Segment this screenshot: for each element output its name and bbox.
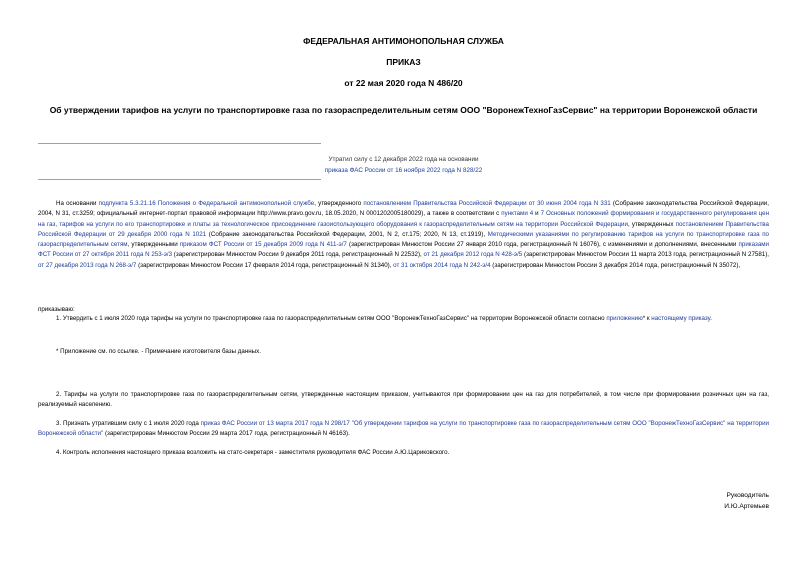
item-3-text: 3. Признать утратившим силу с 1 июля 2020 года <box>56 420 201 427</box>
expired-notice-link[interactable]: приказа ФАС России от 16 ноября 2022 года N 828/22 <box>324 167 483 174</box>
basis-text: (Собрание законодательства Российской Федерации, 2001, N 2, ст.175; 2020, N 13, ст.1919), <box>206 230 488 238</box>
basis-text: (зарегистрирован Минюстом России 27 января 2010 года, регистрационный N 16076), с изменениями и дополнениями, внесенными <box>346 241 739 249</box>
link-order-242[interactable]: от 31 октября 2014 года N 242-э/4 <box>393 261 491 269</box>
basis-text: и <box>533 210 541 218</box>
link-fst-order-253[interactable]: приказами ФСТ России от 27 октября 2011 года N 253-э/3 <box>38 241 769 259</box>
link-government-decree-1021[interactable]: постановлением Правительства Российской Федерации от 29 декабря 2000 года N 1021 <box>38 220 769 238</box>
link-fas-order-298[interactable]: приказ ФАС России от 13 марта 2017 года N 298/17 "Об утверждении тарифов на услуги по транспортировке газа по газораспределительным сетям ООО "ВоронежТехноГазСервис" на территории Воронежской области" <box>38 420 769 438</box>
link-subclause-5-3-21-16[interactable]: подпункта 5.3.21.16 Положения о Федеральной антимонопольной службе <box>98 200 315 207</box>
item-3-text: (зарегистрирован Минюстом России 29 марта 2017 года, регистрационный N 46163). <box>103 430 350 438</box>
basis-text: (зарегистрирован Минюстом России 11 марта 2013 года, регистрационный N 27581), <box>522 251 770 259</box>
item-1-text: 1. Утвердить с 1 июля 2020 года тарифы на услуги по транспортировке газа по газораспределительным сетям ООО "ВоронежТехноГазСервис" на территории Воронежской области согласно <box>56 315 607 322</box>
link-appendix[interactable]: приложению <box>606 315 643 322</box>
basis-text: , утвержденных <box>627 220 676 228</box>
item-4: 4. Контроль исполнения настоящего приказа возложить на статс-секретаря - заместителя руководителя ФАС России А.Ю.Цариковского. <box>56 449 450 456</box>
basis-text: (Собрание законодательства Российской Федерации, 2004, N 31, ст.3259; официальный интернет-портал правовой информации http://www.pravo.gov.ru, 18.05.2020, N 0001202005180029), а также в соответствии с <box>38 200 769 218</box>
expired-notice-text: Утратил силу с 12 декабря 2022 года на основании <box>328 156 479 163</box>
divider-top <box>38 143 321 144</box>
link-order-268[interactable]: от 27 декабря 2013 года N 268-э/7 <box>38 261 137 269</box>
basis-text: На основании <box>56 200 99 207</box>
link-clause-7-basic-provisions[interactable]: 7 Основных положений формирования и государственного регулирования цен на газ, тарифов на услуги по его транспортировке и платы за технологическое присоединение газоиспользующего оборудования к газораспределительным сетям на территории Российской Федерации <box>38 210 769 228</box>
signature-block <box>724 490 769 512</box>
link-government-decree-331[interactable]: постановлением Правительства Российской Федерации от 30 июня 2004 года N 331 <box>363 200 611 207</box>
agency-name: ФЕДЕРАЛЬНАЯ АНТИМОНОПОЛЬНАЯ СЛУЖБА <box>303 36 504 46</box>
document-date: от 22 мая 2020 года N 486/20 <box>344 78 463 88</box>
basis-text: (зарегистрирован Минюстом России 9 декабря 2011 года, регистрационный N 22532), <box>172 251 424 259</box>
basis-text: , утвержденными <box>127 241 180 249</box>
basis-text: , утвержденного <box>314 200 364 207</box>
basis-text: (зарегистрирован Минюстом России 3 декабря 2014 года, регистрационный N 35072), <box>490 261 741 269</box>
signature-role: Руководитель <box>726 492 769 499</box>
document-type: ПРИКАЗ <box>386 57 421 67</box>
link-this-order[interactable]: настоящему приказу <box>651 315 711 322</box>
document-title: Об утверждении тарифов на услуги по транспортировке газа по газораспределительным сетям ООО "ВоронежТехноГазСервис" на территории Воронежской области <box>49 105 758 115</box>
item-1-text: . <box>710 315 712 322</box>
link-clause-4[interactable]: пунктами 4 <box>501 210 534 218</box>
signature-name: И.Ю.Артемьев <box>724 503 769 510</box>
link-methodical-guidelines[interactable]: Методическими указаниями по регулированию тарифов на услуги по транспортировке газа по газораспределительным сетям <box>38 230 769 249</box>
footnote-text: * Приложение см. по ссылке. - Примечание изготовителя базы данных. <box>56 348 261 355</box>
footnote <box>38 347 769 357</box>
order-word: приказываю: <box>38 306 75 313</box>
divider-bottom <box>38 179 321 180</box>
item-3 <box>38 419 769 440</box>
link-order-428[interactable]: от 21 декабря 2012 года N 428-э/5 <box>423 251 523 259</box>
item-1-text: * к <box>642 315 652 322</box>
item-2: 2. Тарифы на услуги по транспортировке газа по газораспределительным сетям, утвержденные настоящим приказом, учитываются при формировании цен на газ для потребителей, в том числе при формировании розничных цен на газ, реализуемый населению. <box>38 391 769 409</box>
expired-notice <box>0 154 807 176</box>
link-fst-order-411[interactable]: приказом ФСТ России от 15 декабря 2009 года N 411-э/7 <box>179 241 347 249</box>
item-1 <box>38 314 769 324</box>
basis-paragraph <box>38 199 769 271</box>
basis-text: (зарегистрирован Минюстом России 17 февраля 2014 года, регистрационный N 31340), <box>136 261 394 269</box>
